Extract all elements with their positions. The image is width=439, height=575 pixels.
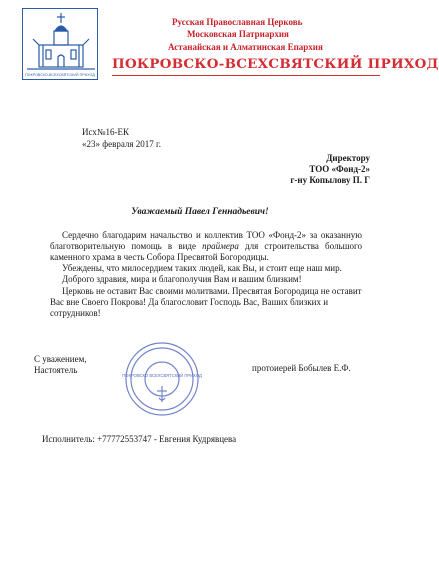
parish-stamp: [123, 340, 201, 418]
contact-line: Исполнитель: +77772553747 - Евгения Кудрявцева: [42, 434, 237, 444]
eparchy-name: Астанайская и Алматинская Епархия: [168, 42, 323, 52]
header-divider: [112, 75, 380, 76]
parish-logo: [22, 8, 98, 80]
signer-name: протоиерей Бобылев Е.Ф.: [252, 363, 351, 373]
patriarchate-name: Московская Патриархия: [187, 29, 289, 39]
recipient-name: г-ну Копылову П. Г: [290, 175, 370, 185]
church-icon: [23, 9, 99, 81]
signer-title: Настоятель: [34, 365, 78, 375]
body-paragraph-3: Доброго здравия, мира и благополучия Вам и вашим близким!: [62, 274, 302, 284]
letter-date: «23» февраля 2017 г.: [82, 139, 161, 149]
parish-name: ПОКРОВСКО-ВСЕХСВЯТСКИЙ ПРИХОД: [112, 56, 439, 72]
greeting: Уважаемый Павел Геннадьевич!: [131, 207, 269, 217]
recipient-title: Директору: [326, 153, 370, 163]
church-name: Русская Православная Церковь: [172, 17, 303, 27]
stamp-text: ПОКРОВСКО ВСЕХСВЯТСКИЙ ПРИХОД: [122, 373, 202, 378]
logo-caption: ПОКРОВСКО-ВСЕХСВЯТСКИЙ ПРИХОД: [25, 73, 95, 77]
body-paragraph-1: Сердечно благодарим начальство и коллектив ТОО «Фонд-2» за оказанную благотворительную помощь в виде праймера для строительства большого каменного храма в честь Собора Пресвятой Богородицы.: [50, 230, 362, 262]
outgoing-number: Исх№16-ЕК: [82, 127, 129, 137]
body-paragraph-4: Церковь не оставит Вас своими молитвами. Пресвятая Богородица не оставит Вас вне Своего Покрова! Да благословит Господь Вас, Ваших близких и сотрудников!: [50, 286, 362, 318]
recipient-company: ТОО «Фонд-2»: [309, 164, 370, 174]
body-paragraph-2: Убеждены, что милосердием таких людей, как Вы, и стоит еще наш мир.: [62, 263, 342, 273]
highlighted-word: праймера: [202, 241, 239, 251]
closing: С уважением,: [34, 354, 87, 364]
